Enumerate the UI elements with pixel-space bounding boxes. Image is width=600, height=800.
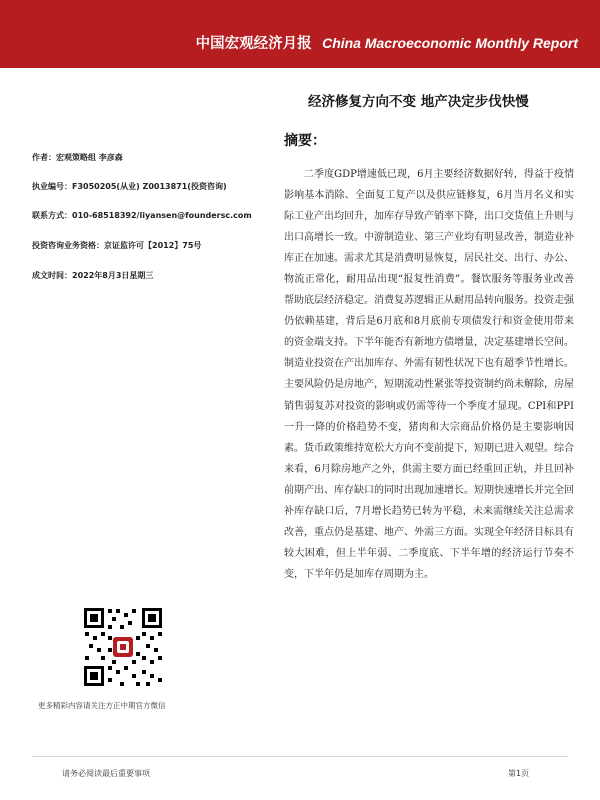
- page-number: 第1页: [508, 769, 530, 778]
- header-title: [196, 32, 578, 53]
- meta-date: 成文时间：2022年8月3日星期三: [32, 271, 154, 280]
- meta-license: 执业编号：F3050205(从业) Z0013871(投资咨询): [32, 182, 227, 191]
- qr-code-icon[interactable]: [82, 606, 164, 688]
- abstract-body: 二季度GDP增速低已现，6月主要经济数据好转，得益于疫情影响基本消除、全面复工复产以及供应链修复，6月当月名义和实际工业产出均回升，加库存导致产销率下降，出口交货值上升则与出口高增长一致。中游制造业、第三产业均有明显改善，制造业补库正在加速。需求尤其是消费明显恢复，居民社交、出行、办公、物流正常化，耐用品出现“报复性消费”。餐饮服务等服务业改善帮助底层经济稳定。消费复苏逻辑正从耐用品转向服务。投资走强仍依赖基建，背后是6月底和8月底前专项债发行和资金使用带来的资金端支持。下半年能否有新地方债增量，决定基建增长空间。制造业投资在产出加库存、外需有韧性状况下也有超季节性增长。主要风险仍是房地产，短期流动性紧张等投资制约尚未解除，房屋销售弱复苏对投资的影响或仍需等待一个季度才显现。CPI和PPI一升一降的价格趋势不变，猪肉和大宗商品价格仍是主要影响因素。货币政策维持宽松大方向不变前提下，短期已进入观望。综合来看，6月除房地产之外，供需主要方面已经重回正轨，并且回补前期产出、库存缺口的同时出现加速增长。短期快速增长并完全回补库存缺口后，7月增长趋势已转为平稳，未来需继续关注总需求改善，重点仍是基建、地产、外需三方面。实现全年经济目标具有较大困难，但上半年弱、二季度底、下半年增的经济运行节奏不变，下半年仍是加库存周期为主。: [284, 169, 574, 580]
- meta-author: 作者：宏观策略组 李彦森: [32, 153, 123, 162]
- header-title-en: China Macroeconomic Monthly Report: [322, 35, 578, 51]
- abstract-heading: 摘要：: [284, 133, 326, 149]
- qr-caption: 更多精彩内容请关注方正中期官方微信: [38, 701, 166, 710]
- report-title: 经济修复方向不变 地产决定步伐快慢: [308, 94, 529, 110]
- footer-notice: 请务必阅读最后重要事项: [62, 769, 150, 778]
- meta-contact: 联系方式：010-68518392/liyansen@foundersc.com: [32, 211, 252, 220]
- footer-divider: [32, 756, 568, 757]
- meta-qualification: 投资咨询业务资格：京证监许可【2012】75号: [32, 241, 202, 250]
- header-title-zh: 中国宏观经济月报: [195, 36, 312, 52]
